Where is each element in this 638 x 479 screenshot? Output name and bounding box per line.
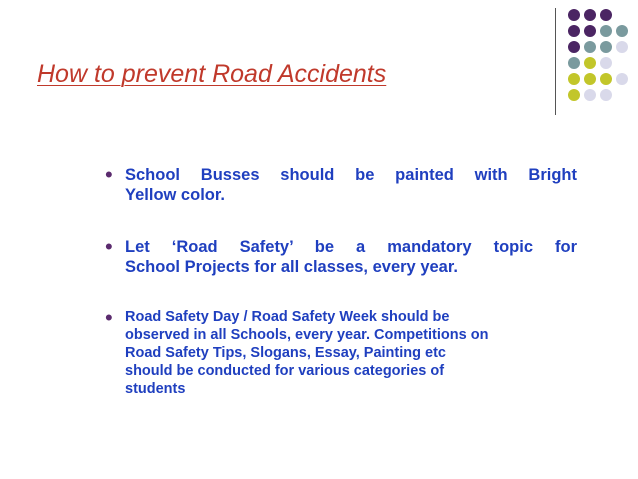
bullet-text — [125, 308, 577, 398]
bullet-line: School Busses should be painted with Bright — [125, 166, 577, 184]
dot-icon — [600, 41, 612, 53]
dot-icon — [568, 41, 580, 53]
dot-icon — [584, 9, 596, 21]
bullet-icon: • — [105, 162, 113, 187]
dot-icon — [568, 25, 580, 37]
dot-icon — [584, 25, 596, 37]
dot-icon — [600, 57, 612, 69]
divider-line — [555, 8, 556, 115]
bullet-line: Let ‘Road Safety’ be a mandatory topic for — [125, 238, 577, 256]
dot-icon — [600, 9, 612, 21]
bullet-line: School Projects for all classes, every year. — [125, 258, 458, 276]
dot-icon — [568, 73, 580, 85]
bullet-text — [125, 237, 577, 277]
bullet-icon: • — [105, 234, 113, 259]
dot-icon — [600, 89, 612, 101]
dot-icon — [568, 89, 580, 101]
dot-icon — [584, 41, 596, 53]
dot-icon — [584, 89, 596, 101]
dot-icon — [568, 57, 580, 69]
bullet-line: observed in all Schools, every year. Competitions on — [125, 327, 489, 343]
dot-icon — [568, 9, 580, 21]
bullet-line: students — [125, 381, 186, 397]
dot-icon — [584, 73, 596, 85]
slide-title: How to prevent Road Accidents — [37, 60, 387, 88]
bullet-text — [125, 165, 577, 205]
bullet-line: Road Safety Day / Road Safety Week should be — [125, 309, 450, 325]
bullet-line: should be conducted for various categories of — [125, 363, 445, 379]
bullet-line: Road Safety Tips, Slogans, Essay, Painting etc — [125, 345, 446, 361]
dot-icon — [616, 25, 628, 37]
bullet-icon: • — [105, 305, 113, 330]
dot-icon — [584, 57, 596, 69]
dot-icon — [600, 25, 612, 37]
dot-icon — [616, 73, 628, 85]
bullet-line: Yellow color. — [125, 186, 225, 204]
dot-icon — [600, 73, 612, 85]
dot-icon — [616, 41, 628, 53]
